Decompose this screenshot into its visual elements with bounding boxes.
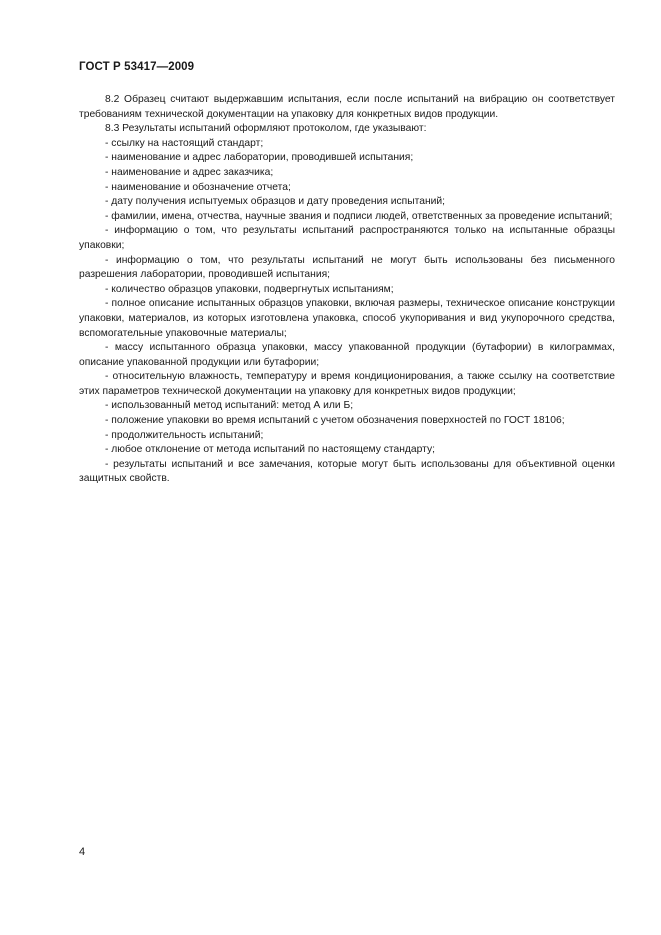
clause-8-2: 8.2 Образец считают выдержавшим испытания, если после испытаний на вибрацию он соответствует требованиям технической документации на упаковку для конкретных видов продукции. — [79, 94, 615, 120]
list-item: - дату получения испытуемых образцов и дату проведения испытаний; — [105, 196, 446, 208]
list-item: - полное описание испытанных образцов упаковки, включая размеры, техническое описание конструкции упаковки, материалов, из которых изготовлена упаковка, способ укупоривания и вид укупорочного средства, вспомогательные упаковочные материалы; — [79, 298, 615, 339]
list-item: - информацию о том, что результаты испытаний распространяются только на испытанные образцы упаковки; — [79, 225, 615, 251]
clause-8-3: 8.3 Результаты испытаний оформляют протоколом, где указывают: — [105, 123, 427, 135]
list-item: - относительную влажность, температуру и время кондиционирования, а также ссылку на соответствие этих параметров технической документации на упаковку для конкретных видов продукции; — [79, 371, 615, 397]
document-header: ГОСТ Р 53417—2009 — [79, 61, 195, 73]
list-item: - наименование и адрес заказчика; — [105, 166, 274, 178]
list-item: - результаты испытаний и все замечания, которые могут быть использованы для объективной оценки защитных свойств. — [79, 458, 615, 485]
list-item: - фамилии, имена, отчества, научные звания и подписи людей, ответственных за проведение испытаний; — [105, 210, 613, 222]
list-item: - любое отклонение от метода испытаний по настоящему стандарту; — [105, 444, 436, 456]
document-body — [79, 93, 615, 487]
page-number: 4 — [79, 846, 86, 858]
list-item: - продолжительность испытаний; — [105, 429, 264, 441]
list-item: - наименование и обозначение отчета; — [105, 181, 291, 193]
list-item: - количество образцов упаковки, подвергнутых испытаниям; — [105, 283, 394, 295]
list-item: - наименование и адрес лаборатории, проводившей испытания; — [105, 152, 414, 164]
list-item: - информацию о том, что результаты испытаний не могут быть использованы без письменного разрешения лаборатории, проводившей испытания; — [79, 254, 615, 281]
list-item: - ссылку на настоящий стандарт; — [105, 137, 264, 149]
list-item: - положение упаковки во время испытаний с учетом обозначения поверхностей по ГОСТ 18106; — [105, 415, 565, 427]
list-item: - использованный метод испытаний: метод А или Б; — [105, 400, 354, 412]
list-item: - массу испытанного образца упаковки, массу упакованной продукции (бутафории) в килограммах, описание упакованной продукции или бутафории; — [79, 342, 615, 368]
